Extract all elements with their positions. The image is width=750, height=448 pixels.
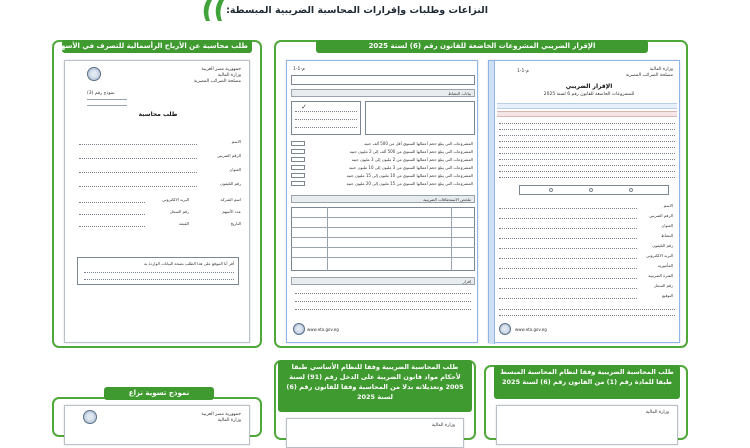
- tax-summary-header: ملخص الاستحقاقات الضريبية: [291, 195, 475, 203]
- return-field-10: التوقيع: [662, 293, 673, 298]
- return-field-9: رقم السجل: [653, 283, 673, 288]
- tier-row-1: المشروعات التي يبلغ حجم أعمالها السنوي أقل من 500 ألف جنيه: [364, 141, 473, 146]
- details-website: www.eta.gov.eg: [307, 327, 339, 332]
- panel-dispute-settlement: [52, 389, 262, 437]
- form-return-details: [286, 60, 478, 343]
- return-field-5: رقم التليفون: [652, 243, 673, 248]
- green-brand-mark-icon: [197, 0, 237, 22]
- declaration-text: أقر أنا الموقع على هذا الطلب بصحة البيانات الواردة به: [143, 261, 234, 266]
- field-label-7: رقم السجل: [169, 209, 189, 214]
- return-form-code: م-1-1: [517, 69, 529, 74]
- form-ministry: وزارة المالية: [217, 73, 241, 78]
- tier-row-3: المشروعات التي يبلغ حجم أعمالها السنوي من 2 مليون إلى 3 مليون جنيه: [351, 157, 473, 162]
- form-authority: مصلحة الضرائب المصرية: [193, 79, 241, 84]
- panel-capital-gains: [12, 40, 262, 348]
- form-title: طلب محاسبة: [138, 111, 178, 118]
- return-field-2: الرقم الضريبي: [648, 213, 673, 218]
- return-field-3: العنوان: [661, 223, 673, 228]
- field-label-8: عدد الأسهم: [222, 209, 241, 214]
- field-label-6: اسم الشركة: [220, 197, 241, 202]
- return-field-6: البريد الالكتروني: [646, 253, 673, 258]
- form-capital-gains: [64, 60, 250, 343]
- tier-row-2: المشروعات التي يبلغ حجم أعمالها السنوي من 500 ألف إلى 2 مليون جنيه: [349, 149, 473, 154]
- panel-standard-regime-request: [274, 360, 476, 440]
- return-subtitle: للمشروعات الخاضعة للقانون رقم 6 لسنة 2025: [543, 92, 635, 97]
- return-ministry: وزارة المالية: [649, 67, 673, 72]
- form-country: جمهورية مصر العربية: [201, 67, 241, 72]
- tier-row-6: المشروعات التي يبلغ حجم أعمالها السنوي من 15 مليون إلى 20 مليون جنيه: [346, 181, 473, 186]
- return-title: الإقرار الضريبي: [565, 83, 613, 90]
- tier-row-5: المشروعات التي يبلغ حجم أعمالها السنوي من 10 مليون إلى 15 مليون جنيه: [346, 173, 473, 178]
- standard-regime-ministry: وزارة المالية: [431, 423, 455, 428]
- dispute-ministry: وزارة المالية: [217, 418, 241, 423]
- return-field-8: الفترة الضريبية: [648, 273, 673, 278]
- details-form-code: م-1-1: [293, 67, 305, 72]
- form-simplified-regime: [496, 405, 678, 445]
- egypt-tax-seal-icon: [87, 67, 101, 81]
- panel-title-dispute-settlement: نموذج تسوية نزاع: [104, 387, 214, 400]
- form-simplified-return: [488, 60, 680, 343]
- panel-title-standard-regime: طلب المحاسبة الضريبية وفقا للنظام الأساسي طبقا لأحكام مواد قانون الضريبة على الدخل رقم (91) لسنة 2005 وتعديلاته بدلا من المحاسبة وفقا للقانون رقم (6) لسنة 2025: [278, 360, 472, 412]
- activity-section-header: بيانات النشاط: [291, 89, 475, 97]
- egypt-tax-seal-icon-bottom-left: [83, 410, 97, 424]
- field-label-2: الرقم الضريبي: [216, 153, 241, 158]
- dispute-country: جمهورية مصر العربية: [201, 412, 241, 417]
- radio-row: [519, 185, 669, 195]
- panel-title-simplified-regime: طلب المحاسبة الضريبية وفقا لنظام المحاسبة المبسط طبقا للمادة رقم (1) من القانون رقم (6) لسنة 2025: [494, 365, 680, 399]
- field-label-1: الاسم: [231, 139, 241, 144]
- field-label-4: رقم التليفون: [220, 181, 241, 186]
- header-line-2: النزاعات وطلبات وإقرارات المحاسبة الضريبية المبسطة:: [226, 5, 488, 16]
- eta-seal-icon-return: [499, 323, 511, 335]
- field-label-10: التاريخ: [230, 221, 241, 226]
- simplified-regime-ministry: وزارة المالية: [645, 410, 669, 415]
- declaration-section-header: إقرار: [291, 277, 475, 285]
- field-label-9: القيمة: [178, 221, 189, 226]
- eta-seal-icon-details: [293, 323, 305, 335]
- return-field-4: النشاط: [660, 233, 673, 238]
- panel-title-capital-gains: طلب محاسبة عن الأرباح الرأسمالية للتصرف في الأسهم غير المقيدة: [62, 40, 252, 53]
- return-website: www.eta.gov.eg: [515, 327, 547, 332]
- activity-check-mark: ✓: [301, 103, 307, 111]
- panel-simplified-regime-request: [484, 365, 688, 440]
- return-authority: مصلحة الضرائب المصرية: [625, 73, 673, 78]
- field-label-5: البريد الالكتروني: [162, 197, 189, 202]
- field-label-3: العنوان: [229, 167, 241, 172]
- form-dispute-settlement: [64, 405, 250, 445]
- tier-row-4: المشروعات التي يبلغ حجم أعمالها السنوي من 3 مليون إلى 10 مليون جنيه: [349, 165, 473, 170]
- panel-tax-return: [274, 40, 688, 348]
- return-field-7: المأمورية: [657, 263, 673, 268]
- form-standard-regime: [286, 418, 464, 448]
- return-field-1: الاسم: [663, 203, 673, 208]
- form-number: نموذج رقم (3): [87, 91, 115, 96]
- panel-title-tax-return: الإقرار الضريبي المشروعات الخاضعة للقانون رقم (6) لسنة 2025: [316, 40, 648, 53]
- declaration-box: [77, 257, 239, 285]
